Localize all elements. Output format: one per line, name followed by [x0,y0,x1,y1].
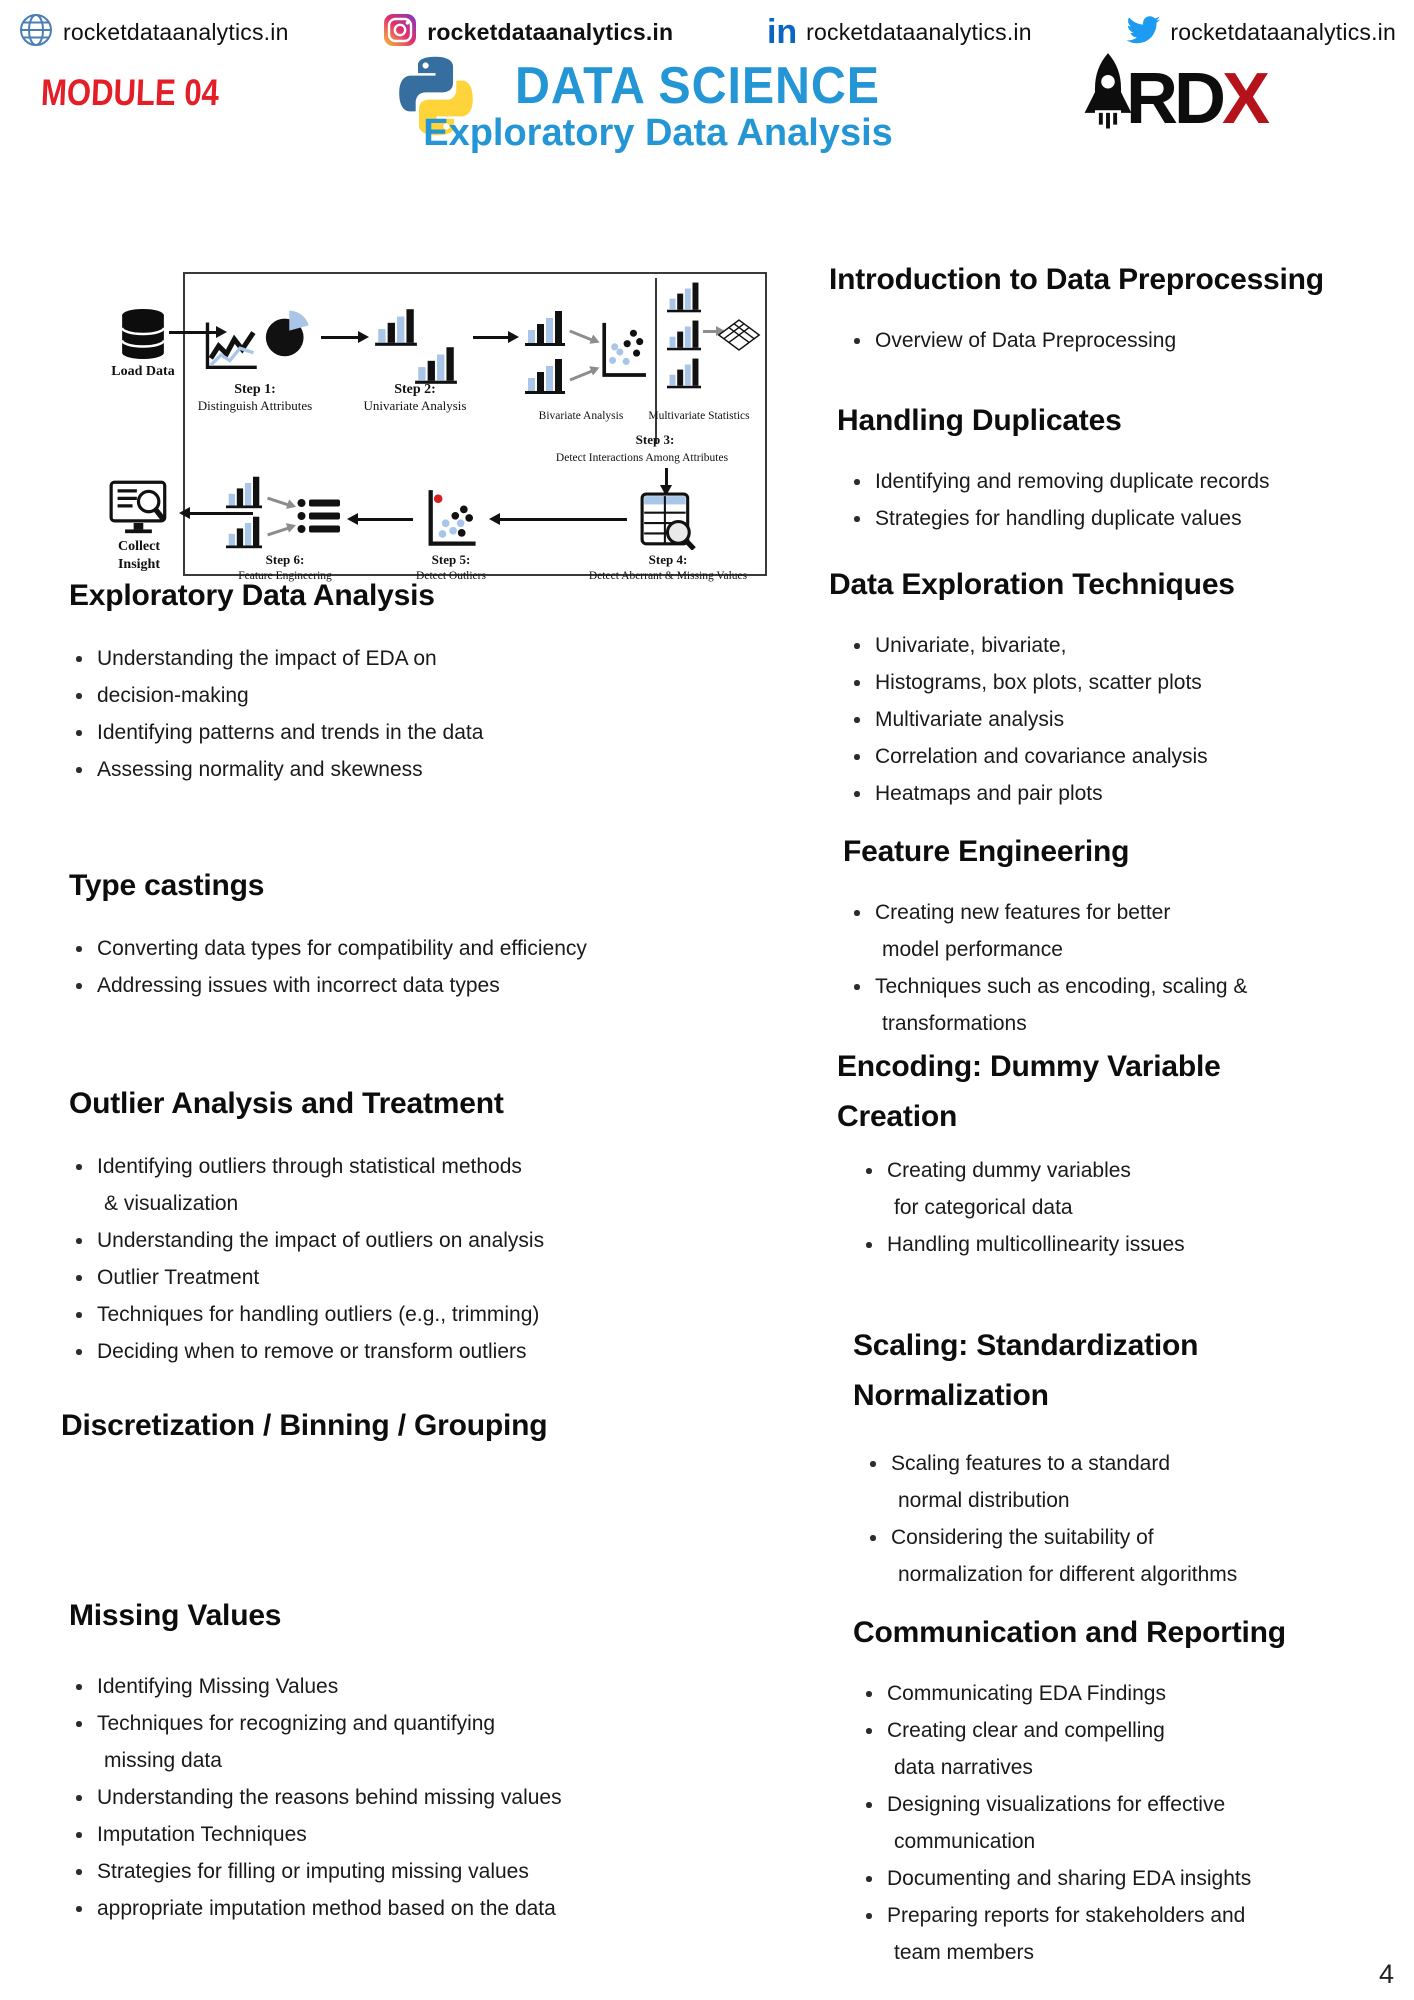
section-heading: Feature Engineering [843,835,1130,868]
bullet-item [73,930,735,967]
bullet-text: normal distribution [898,1489,1070,1512]
bullet-item [73,751,735,788]
bullet-list [55,1148,735,1370]
bullet-text: normalization for different algorithms [898,1563,1238,1586]
brand-x: X [1222,58,1267,139]
brand-letters: RDX [1126,58,1267,139]
bullet-list [815,627,1400,812]
bullet-list [55,640,735,788]
figure-label-step4: Step 4: Detect Aberrant & Missing Values [588,552,748,582]
bullet-item [851,627,1400,664]
bullet-text: Assessing normality and skewness [97,758,423,781]
section-heading: Missing Values [69,1599,282,1632]
arrow-right-icon [473,336,509,339]
bullet-item [73,1185,735,1222]
bullet-text: Identifying Missing Values [97,1675,339,1698]
bullet-item [73,1779,735,1816]
bullet-dot [851,664,875,701]
bullet-text: Techniques such as encoding, scaling & [875,975,1248,998]
bullet-dot [73,751,97,788]
bullet-item [73,1890,735,1927]
arrow-left-icon [357,518,413,521]
figure-label-step3-sub: Detect Interactions Among Attributes [555,452,729,464]
bullet-text: Understanding the reasons behind missing values [97,1786,562,1809]
bullet-item [73,1296,735,1333]
bullet-text: Creating dummy variables [887,1159,1131,1182]
bullet-text: Identifying patterns and trends in the data [97,721,484,744]
social-header [0,10,1414,54]
bullet-item [867,1519,1400,1556]
bullet-list [815,1152,1400,1263]
bullet-dot [73,1296,97,1333]
bullet-text: Identifying and removing duplicate records [875,470,1270,493]
table-magnifier-icon [640,492,696,555]
bar-chart-icon [223,474,265,515]
bullet-text: team members [894,1941,1035,1964]
bullet-list [815,1445,1400,1593]
bar-chart-icon [665,280,703,319]
section-heading: Encoding: Dummy Variable Creation [837,1050,1221,1133]
figure-label-step5: Step 5: Detect Outliers [416,552,486,582]
figure-label-load-data: Load Data [111,364,175,379]
bullet-dot [851,775,875,812]
section-heading: Introduction to Data Preprocessing [829,263,1324,296]
bullet-dot [863,1712,887,1749]
outline-section [815,1042,1400,1263]
bullet-item [863,1934,1400,1971]
bar-chart-icon [523,356,567,401]
right-column [815,262,1400,1971]
bullet-dot [73,1890,97,1927]
bullet-item [73,677,735,714]
mesh-surface-icon [717,318,761,357]
figure-label-step1: Step 1: Distinguish Attributes [197,382,313,413]
database-icon [119,306,167,367]
bullet-dot [863,1786,887,1823]
bullet-item [73,1668,735,1705]
bullet-dot [73,1668,97,1705]
bar-chart-icon [665,356,703,395]
bullet-dot [863,1897,887,1934]
bullet-item [851,701,1400,738]
figure-label-step2: Step 2: Univariate Analysis [363,382,467,413]
bullet-item [73,714,735,751]
bullet-list [55,930,735,1004]
bullet-item [863,1749,1400,1786]
figure-label-collect-insight: Collect Insight [117,539,161,572]
bullet-item [863,1786,1400,1823]
bullet-dot [73,640,97,677]
bullet-dot [73,930,97,967]
bullet-text: Scaling features to a standard [891,1452,1171,1475]
bullet-item [863,1823,1400,1860]
bullet-dot [73,967,97,1004]
bullet-item [863,1226,1400,1263]
bullet-text: Univariate, bivariate, [875,634,1067,657]
bullet-dot [73,677,97,714]
bullet-text: Designing visualizations for effective [887,1793,1226,1816]
bullet-text: & visualization [104,1192,239,1215]
figure-label-multivariate: Multivariate Statistics [648,410,750,422]
bullet-item [863,1189,1400,1226]
outline-section [815,262,1400,359]
bullet-item [867,1482,1400,1519]
bullet-item [73,1222,735,1259]
bullet-dot [851,322,875,359]
bullet-item [73,1816,735,1853]
bullet-dot [73,1148,97,1185]
bullet-text: Techniques for handling outliers (e.g., trimming) [97,1303,540,1326]
bullet-text: Converting data types for compatibility and efficiency [97,937,587,960]
bar-chart-icon [523,308,567,353]
bullet-item [73,1742,735,1779]
bullet-text: for categorical data [894,1196,1073,1219]
bullet-text: Outlier Treatment [97,1266,260,1289]
bullet-dot [73,1816,97,1853]
outline-section [55,868,735,1004]
bullet-list [55,1668,735,1927]
bullet-text: Creating new features for better [875,901,1171,924]
bullet-item [863,1712,1400,1749]
outlier-scatter-icon [425,488,477,555]
bullet-item [851,931,1400,968]
bullet-text: communication [894,1830,1036,1853]
arrow-right-icon [703,330,717,333]
bullet-text: Creating clear and compelling [887,1719,1165,1742]
feature-list-icon [295,496,343,541]
bullet-text: Handling multicollinearity issues [887,1233,1185,1256]
page-subtitle: Exploratory Data Analysis [423,112,893,154]
bullet-text: Strategies for handling duplicate values [875,507,1242,530]
social-item-twitter[interactable] [1125,10,1396,54]
bullet-text: Communicating EDA Findings [887,1682,1166,1705]
bullet-text: Overview of Data Preprocessing [875,329,1177,352]
section-heading: Outlier Analysis and Treatment [69,1087,504,1120]
bullet-text: Techniques for recognizing and quantifying [97,1712,496,1735]
social-handle: rocketdataanalytics.in [427,18,674,45]
twitter-icon [1125,12,1161,53]
bullet-dot [863,1675,887,1712]
bullet-item [73,640,735,677]
bullet-dot [863,1152,887,1189]
bullet-item [73,1853,735,1890]
bullet-item [851,894,1400,931]
line-chart-icon [203,316,259,381]
section-heading: Scaling: Standardization Normalization [853,1329,1199,1412]
outline-section [815,403,1400,537]
figure-label-bivariate: Bivariate Analysis [538,410,624,422]
section-heading: Type castings [69,869,265,902]
bullet-text: Understanding the impact of EDA on [97,647,437,670]
bullet-dot [851,738,875,775]
section-heading: Data Exploration Techniques [829,568,1235,601]
bullet-item [73,1333,735,1370]
bar-chart-icon [223,514,265,555]
figure-label-step3-title: Step 3: [635,432,675,447]
bullet-item [867,1445,1400,1482]
arrow-left-icon [189,512,253,515]
bullet-text: data narratives [894,1756,1033,1779]
bullet-text: Multivariate analysis [875,708,1065,731]
arrow-left-icon [499,518,627,521]
bullet-dot [863,1226,887,1263]
outline-section [815,1615,1400,1971]
bullet-item [851,322,1400,359]
bullet-text: Imputation Techniques [97,1823,307,1846]
outline-section [55,1408,735,1444]
bullet-item [851,968,1400,1005]
course-title: DATA SCIENCE [515,57,880,115]
section-heading: Discretization / Binning / Grouping [61,1409,548,1442]
bullet-dot [73,1259,97,1296]
bullet-item [851,463,1400,500]
bullet-dot [851,894,875,931]
bar-chart-icon [665,318,703,357]
scatter-plot-icon [599,320,647,387]
section-heading: Handling Duplicates [837,404,1122,437]
bullet-item [851,775,1400,812]
bullet-text: model performance [882,938,1063,961]
globe-icon [18,12,54,53]
bullet-dot [851,701,875,738]
section-heading: Exploratory Data Analysis [69,579,435,612]
social-item-website[interactable] [18,10,289,54]
bullet-text: decision-making [97,684,249,707]
bullet-item [851,1005,1400,1042]
social-handle: rocketdataanalytics.in [63,18,289,45]
bullet-dot [73,1705,97,1742]
bullet-text: Deciding when to remove or transform outliers [97,1340,527,1363]
bullet-text: Addressing issues with incorrect data types [97,974,500,997]
brand-logo [1082,50,1266,147]
bullet-text: Understanding the impact of outliers on analysis [97,1229,545,1252]
section-heading: Communication and Reporting [853,1616,1286,1649]
bullet-item [863,1675,1400,1712]
page-number: 4 [1378,1959,1394,1989]
bullet-item [851,664,1400,701]
bullet-dot [73,1853,97,1890]
bullet-dot [73,1333,97,1370]
monitor-magnifier-icon [109,480,169,541]
bullet-dot [863,1860,887,1897]
bullet-item [73,1705,735,1742]
bullet-list [815,1675,1400,1971]
bullet-text: Preparing reports for stakeholders and [887,1904,1246,1927]
bullet-text: Documenting and sharing EDA insights [887,1867,1252,1890]
outline-section [55,1086,735,1370]
bullet-item [851,738,1400,775]
bullet-text: Heatmaps and pair plots [875,782,1103,805]
figure-label-step6: Step 6: Feature Engineering [238,552,332,582]
bullet-text: appropriate imputation method based on the data [97,1897,556,1920]
bullet-list [815,463,1400,537]
bullet-text: Identifying outliers through statistical methods [97,1155,522,1178]
bullet-item [851,500,1400,537]
bullet-item [863,1897,1400,1934]
outline-section [55,578,735,788]
arrow-right-icon [321,336,359,339]
bullet-item [863,1152,1400,1189]
social-handle: rocketdataanalytics.in [806,18,1032,45]
outline-section [815,834,1400,1042]
outline-section [815,1321,1400,1593]
social-item-instagram[interactable] [382,10,673,54]
bullet-dot [851,627,875,664]
bullet-text: Considering the suitability of [891,1526,1154,1549]
outline-section [55,1598,735,1927]
outline-section [815,567,1400,812]
bullet-dot [867,1519,891,1556]
instagram-icon [382,12,418,53]
bullet-item [73,967,735,1004]
bullet-dot [73,1779,97,1816]
arrow-down-icon [665,468,668,486]
bullet-dot [851,968,875,1005]
bullet-text: Histograms, box plots, scatter plots [875,671,1202,694]
bullet-dot [851,500,875,537]
social-handle: rocketdataanalytics.in [1170,18,1396,45]
bullet-item [867,1556,1400,1593]
social-item-linkedin[interactable] [767,10,1032,54]
module-label: MODULE 04 [40,72,220,113]
bullet-item [73,1148,735,1185]
bullet-dot [867,1445,891,1482]
bullet-dot [73,1222,97,1259]
bullet-text: transformations [882,1012,1027,1035]
bullet-dot [73,714,97,751]
left-column [55,578,735,1927]
bullet-item [863,1860,1400,1897]
bullet-item [73,1259,735,1296]
eda-process-figure [95,212,795,582]
linkedin-icon: in [766,13,798,51]
bullet-list [815,322,1400,359]
bullet-text: missing data [104,1749,222,1772]
bullet-dot [851,463,875,500]
pie-chart-icon [263,308,311,365]
bullet-text: Correlation and covariance analysis [875,745,1208,768]
bullet-text: Strategies for filling or imputing missing values [97,1860,529,1883]
bullet-list [815,894,1400,1042]
